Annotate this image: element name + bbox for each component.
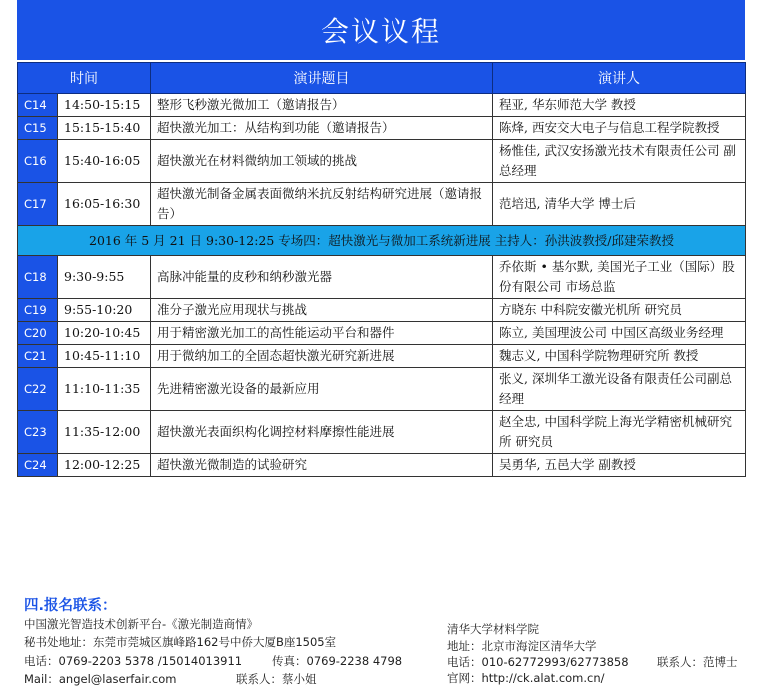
table-row <box>18 345 746 368</box>
session-code: C14 <box>18 94 58 117</box>
speaker-cell: 陈立, 美国理波公司 中国区高级业务经理 <box>493 322 746 345</box>
table-row <box>18 322 746 345</box>
contact-mail[interactable]: Mail：angel@laserfair.com <box>24 672 177 686</box>
topic-cell: 用于精密激光加工的高性能运动平台和器件 <box>151 322 493 345</box>
speaker-cell: 杨惟佳, 武汉安扬激光技术有限责任公司 副总经理 <box>493 140 746 183</box>
session-code: C17 <box>18 183 58 226</box>
time-cell: 9:30-9:55 <box>58 256 151 299</box>
time-cell: 14:50-15:15 <box>58 94 151 117</box>
table-row <box>18 140 746 183</box>
topic-cell: 超快激光在材料微纳加工领域的挑战 <box>151 140 493 183</box>
session-code: C21 <box>18 345 58 368</box>
speaker-cell: 张义, 深圳华工激光设备有限责任公司副总经理 <box>493 368 746 411</box>
contact-website-link[interactable]: 官网：http://ck.alat.com.cn/ <box>447 671 605 685</box>
table-row <box>18 454 746 477</box>
contact-phone: 电话：0769-2203 5378 /15014013911 <box>24 654 243 668</box>
table-row <box>18 411 746 454</box>
session-banner: 2016 年 5 月 21 日 9:30-12:25 专场四：超快激光与微加工系统新进展 主持人：孙洪波教授/邱建荣教授 <box>18 226 746 256</box>
table-row <box>18 94 746 117</box>
contact-address-2: 地址：北京市海淀区清华大学 <box>447 639 597 653</box>
table-row <box>18 299 746 322</box>
time-cell: 16:05-16:30 <box>58 183 151 226</box>
session-code: C18 <box>18 256 58 299</box>
session-code: C22 <box>18 368 58 411</box>
session-code: C16 <box>18 140 58 183</box>
time-cell: 9:55-10:20 <box>58 299 151 322</box>
session-code: C15 <box>18 117 58 140</box>
page-title: 会议议程 <box>320 15 441 48</box>
topic-cell: 超快激光微制造的试验研究 <box>151 454 493 477</box>
speaker-cell: 陈烽, 西安交大电子与信息工程学院教授 <box>493 117 746 140</box>
time-cell: 10:45-11:10 <box>58 345 151 368</box>
session-code: C24 <box>18 454 58 477</box>
contact-address: 秘书处地址：东莞市莞城区旗峰路162号中侨大厦B座1505室 <box>24 635 337 649</box>
table-row <box>18 183 746 226</box>
agenda-title-banner <box>17 0 745 60</box>
header-topic: 演讲题目 <box>151 63 493 94</box>
contact-phone-2: 电话：010-62772993/62773858 <box>447 655 629 669</box>
topic-cell: 超快激光加工：从结构到功能（邀请报告） <box>151 117 493 140</box>
speaker-cell: 范培迅, 清华大学 博士后 <box>493 183 746 226</box>
session-banner-row <box>18 226 746 256</box>
speaker-cell: 赵全忠, 中国科学院上海光学精密机械研究所 研究员 <box>493 411 746 454</box>
session-code: C23 <box>18 411 58 454</box>
header-speaker: 演讲人 <box>493 63 746 94</box>
time-cell: 11:35-12:00 <box>58 411 151 454</box>
speaker-cell: 方晓东 中科院安徽光机所 研究员 <box>493 299 746 322</box>
topic-cell: 整形飞秒激光微加工（邀请报告） <box>151 94 493 117</box>
agenda-table <box>17 62 746 477</box>
speaker-cell: 吴勇华, 五邑大学 副教授 <box>493 454 746 477</box>
table-header-row <box>18 63 746 94</box>
speaker-cell: 魏志义, 中国科学院物理研究所 教授 <box>493 345 746 368</box>
table-row <box>18 256 746 299</box>
topic-cell: 准分子激光应用现状与挑战 <box>151 299 493 322</box>
contact-person-2: 联系人：范博士 <box>657 655 738 669</box>
topic-cell: 超快激光制备金属表面微纳米抗反射结构研究进展（邀请报告） <box>151 183 493 226</box>
topic-cell: 超快激光表面织构化调控材料摩擦性能进展 <box>151 411 493 454</box>
topic-cell: 高脉冲能量的皮秒和纳秒激光器 <box>151 256 493 299</box>
session-code: C20 <box>18 322 58 345</box>
contact-person: 联系人：蔡小姐 <box>236 672 317 686</box>
time-cell: 10:20-10:45 <box>58 322 151 345</box>
contact-heading: 四.报名联系： <box>24 598 117 614</box>
speaker-cell: 乔依斯 • 基尔默, 美国光子工业（国际）股份有限公司 市场总监 <box>493 256 746 299</box>
time-cell: 15:15-15:40 <box>58 117 151 140</box>
speaker-cell: 程亚, 华东师范大学 教授 <box>493 94 746 117</box>
time-cell: 12:00-12:25 <box>58 454 151 477</box>
time-cell: 15:40-16:05 <box>58 140 151 183</box>
contact-fax: 传真：0769-2238 4798 <box>272 654 403 668</box>
topic-cell: 用于微纳加工的全固态超快激光研究新进展 <box>151 345 493 368</box>
topic-cell: 先进精密激光设备的最新应用 <box>151 368 493 411</box>
contact-org-2: 清华大学材料学院 <box>447 622 539 636</box>
session-code: C19 <box>18 299 58 322</box>
table-row <box>18 117 746 140</box>
header-time: 时间 <box>18 63 151 94</box>
table-row <box>18 368 746 411</box>
contact-org: 中国激光智造技术创新平台-《激光制造商情》 <box>24 617 259 631</box>
time-cell: 11:10-11:35 <box>58 368 151 411</box>
